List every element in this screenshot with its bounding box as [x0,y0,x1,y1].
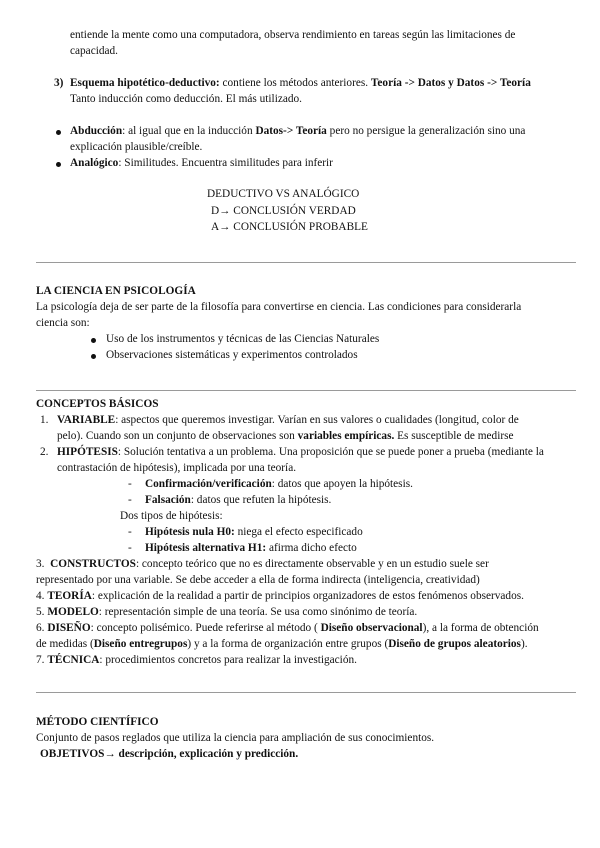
sub-item-text: : datos que apoyen la hipótesis. [271,478,413,490]
list-number: 7. [36,654,45,666]
concept-text-line [36,637,528,653]
concept-title: DISEÑO [47,622,91,634]
concept-text: ). [520,638,528,650]
concept-tecnica [36,653,357,669]
concept-title: TÉCNICA [47,654,100,666]
sub-item-title: Hipótesis alternativa H1: [145,542,267,554]
item-title: Abducción [70,125,123,137]
item-bold: Teoría -> Datos y Datos -> Teoría [370,77,531,89]
concept-text-line [57,429,514,445]
dash-marker: - [128,526,132,538]
concept-text: pelo). Cuando son un conjunto de observaciones son [57,430,298,442]
sub-heading: Dos tipos de hipótesis: [120,510,223,522]
list-number: 5. [36,606,45,618]
concept-hipotesis [57,445,544,461]
dash-marker: - [128,542,132,554]
item-title: Esquema hipotético-deductivo: [70,77,220,89]
sub-item-h0 [145,525,363,541]
concept-text: : explicación de la realidad a partir de principios organizadores de estos fenómenos observados. [91,590,524,602]
bullet-icon [91,354,96,359]
item-bold: Datos-> Teoría [255,125,327,137]
item-text: : Similitudes. Encuentra similitudes para inferir [118,157,333,169]
concept-title: HIPÓTESIS [57,446,118,458]
list-item: Observaciones sistemáticas y experimentos controlados [106,349,358,361]
concept-title: MODELO [47,606,99,618]
item-text: Tanto inducción como deducción. El más utilizado. [70,93,302,105]
list-number: 3. [36,558,45,570]
concept-text-line: contrastación de hipótesis), implicada por una teoría. [57,462,297,474]
concept-text: : aspectos que queremos investigar. Varían en sus valores o cualidades (longitud, color de [115,414,519,426]
item-text: pero no persigue la generalización sino una [326,125,526,137]
bullet-analogico [70,156,333,172]
sub-item-h1 [145,541,357,557]
objetivos-line: OBJETIVOS→ descripción, explicación y predicción. [40,748,299,760]
concept-text: : representación simple de una teoría. Se usa como sinónimo de teoría. [98,606,418,618]
sub-item-title: Hipótesis nula H0: [145,526,235,538]
concept-title: TEORÍA [47,590,92,602]
sub-item-text: : datos que refuten la hipótesis. [190,494,332,506]
dash-marker: - [128,478,132,490]
dash-marker: - [128,494,132,506]
paragraph-line: La psicología deja de ser parte de la filosofía para convertirse en ciencia. Las condiciones para considerarla [36,301,522,313]
list-number: 4. [36,590,45,602]
concept-diseno [36,621,539,637]
concept-text: Es susceptible de medirse [394,430,514,442]
continued-text-line: entiende la mente como una computadora, observa rendimiento en tareas según las limitaciones de [70,29,516,41]
concept-text: : procedimientos concretos para realizar la investigación. [99,654,357,666]
compare-line: DEDUCTIVO VS ANALÓGICO [207,188,360,200]
concept-text: ) y a la forma de organización entre grupos ( [187,638,389,650]
sub-item-text: afirma dicho efecto [266,542,357,554]
concept-text: ), a la forma de obtención [422,622,539,634]
list-number: 2. [40,446,49,458]
section-divider [36,692,576,693]
concept-text-line: representado por una variable. Se debe acceder a ella de forma indirecta (inteligencia, creatividad) [36,574,480,586]
bullet-icon [91,338,96,343]
concept-title: VARIABLE [57,414,116,426]
paragraph-line: Conjunto de pasos reglados que utiliza la ciencia para ampliación de sus conocimientos. [36,732,435,744]
continued-text-line: capacidad. [70,45,118,57]
concept-bold: variables empíricas. [297,430,395,442]
section-heading: CONCEPTOS BÁSICOS [36,398,159,410]
concept-constructos [36,557,489,573]
concept-bold: Diseño de grupos aleatorios [388,638,521,650]
concept-text: : concepto teórico que no es directamente observable y en un estudio suele ser [135,558,489,570]
section-heading: MÉTODO CIENTÍFICO [36,716,159,728]
bullet-abduccion [70,124,525,140]
item-title: Analógico [70,157,119,169]
sub-item-confirmacion [145,477,413,493]
bullet-icon [56,162,61,167]
list-number: 1. [40,414,49,426]
concept-title: CONSTRUCTOS [50,558,136,570]
sub-item-text: niega el efecto especificado [234,526,363,538]
section-heading: LA CIENCIA EN PSICOLOGÍA [36,285,196,297]
section-divider [36,390,576,391]
item-text: contiene los métodos anteriores. [219,77,371,89]
concept-teoria [36,589,524,605]
list-number: 3) [54,77,64,89]
sub-item-title: Falsación [145,494,191,506]
compare-line: A→ CONCLUSIÓN PROBABLE [211,221,368,233]
item-text: : al igual que en la inducción [122,125,256,137]
item-text: explicación plausible/creíble. [70,141,203,153]
bullet-icon [56,130,61,135]
concept-modelo [36,605,417,621]
paragraph-line: ciencia son: [36,317,90,329]
list-item: Uso de los instrumentos y técnicas de las Ciencias Naturales [106,333,380,345]
concept-text: : concepto polisémico. Puede referirse al método ( [90,622,321,634]
concept-bold: Diseño entregrupos [93,638,188,650]
section-divider [36,262,576,263]
concept-bold: Diseño observacional [320,622,423,634]
sub-item-falsacion [145,493,331,509]
concept-text: de medidas ( [36,638,94,650]
compare-line: D→ CONCLUSIÓN VERDAD [211,205,356,217]
sub-item-title: Confirmación/verificación [145,478,272,490]
concept-text: : Solución tentativa a un problema. Una proposición que se puede poner a prueba (mediante la [117,446,544,458]
concept-variable [57,413,519,429]
list-number: 6. [36,622,45,634]
